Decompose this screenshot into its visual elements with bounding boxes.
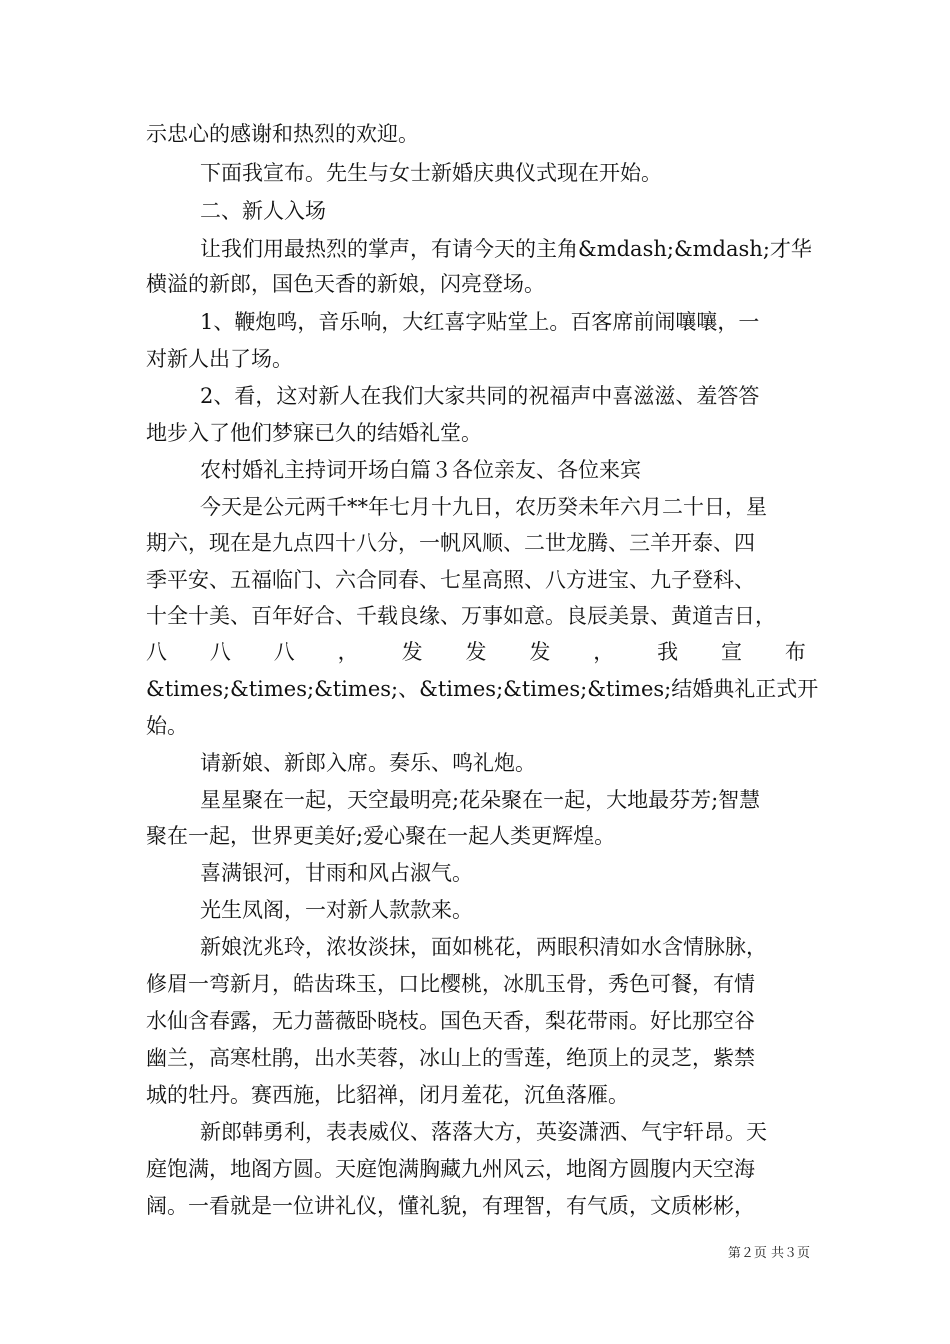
text-line: 期六，现在是九点四十八分，一帆风顺、二世龙腾、三羊开泰、四 <box>146 531 755 555</box>
text-line: 星星聚在一起，天空最明亮;花朵聚在一起，大地最芬芳;智慧 <box>200 788 761 812</box>
spread-char: 八 <box>273 640 295 664</box>
page-number: 第２页 共３页 <box>727 1246 810 1261</box>
text-line: 新郎韩勇利，表表威仪、落落大方，英姿潇洒、气宇轩昂。天 <box>200 1120 767 1144</box>
text-line: 农村婚礼主持词开场白篇３各位亲友、各位来宾 <box>200 458 641 482</box>
text-line: &times;&times;&times;、&times;&times;&times;结婚典礼正式开 <box>146 677 819 701</box>
text-line: 修眉一弯新月，皓齿珠玉，口比樱桃，冰肌玉骨，秀色可餐，有情 <box>146 972 755 996</box>
spread-char: 我 <box>657 640 679 664</box>
text-line: 1、鞭炮鸣，音乐响，大红喜字贴堂上。百客席前闹嚷嚷，一 <box>200 310 760 334</box>
text-line: 聚在一起，世界更美好;爱心聚在一起人类更辉煌。 <box>146 824 616 848</box>
spread-char: 发 <box>529 640 551 664</box>
text-line: 请新娘、新郎入席。奏乐、鸣礼炮。 <box>200 751 536 775</box>
text-line: 季平安、五福临门、六合同春、七星高照、八方进宝、九子登科、 <box>146 568 755 592</box>
text-line: 让我们用最热烈的掌声，有请今天的主角&mdash;&mdash;才华 <box>200 237 812 261</box>
text-line: 横溢的新郎，国色天香的新娘，闪亮登场。 <box>146 272 545 296</box>
text-line: 光生凤阁，一对新人款款来。 <box>200 898 473 922</box>
text-line: 城的牡丹。赛西施，比貂禅，闭月羞花，沉鱼落雁。 <box>146 1083 629 1107</box>
text-line: 水仙含春露，无力蔷薇卧晓枝。国色天香，梨花带雨。好比那空谷 <box>146 1009 755 1033</box>
spread-char: ， <box>337 640 359 664</box>
text-line: 地步入了他们梦寐已久的结婚礼堂。 <box>146 421 482 445</box>
spread-text-line <box>146 634 806 670</box>
text-line: 幽兰，高寒杜鹃，出水芙蓉，冰山上的雪莲，绝顶上的灵芝，紫禁 <box>146 1046 755 1070</box>
spread-char: ， <box>593 640 615 664</box>
text-line: 示忠心的感谢和热烈的欢迎。 <box>146 122 419 146</box>
spread-char: 发 <box>465 640 487 664</box>
text-line: 2、看，这对新人在我们大家共同的祝福声中喜滋滋、羞答答 <box>200 384 760 408</box>
spread-char: 发 <box>401 640 423 664</box>
spread-char: 八 <box>146 640 167 664</box>
spread-char: 宣 <box>721 640 743 664</box>
text-line: 阔。一看就是一位讲礼仪，懂礼貌，有理智，有气质，文质彬彬， <box>146 1194 755 1218</box>
section-heading: 二、新人入场 <box>200 199 326 223</box>
spread-char: 八 <box>209 640 231 664</box>
text-line: 下面我宣布。先生与女士新婚庆典仪式现在开始。 <box>200 161 662 185</box>
text-line: 喜满银河，甘雨和风占淑气。 <box>200 861 473 885</box>
text-line: 对新人出了场。 <box>146 347 293 371</box>
text-line: 今天是公元两千**年七月十九日，农历癸未年六月二十日，星 <box>200 495 767 519</box>
text-line: 十全十美、百年好合、千载良缘、万事如意。良辰美景、黄道吉日， <box>146 604 776 628</box>
spread-char: 布 <box>784 640 806 664</box>
text-line: 庭饱满，地阁方圆。天庭饱满胸藏九州风云，地阁方圆腹内天空海 <box>146 1157 755 1181</box>
text-line: 新娘沈兆玲，浓妆淡抹，面如桃花，两眼积清如水含情脉脉， <box>200 935 767 959</box>
text-line: 始。 <box>146 714 188 738</box>
